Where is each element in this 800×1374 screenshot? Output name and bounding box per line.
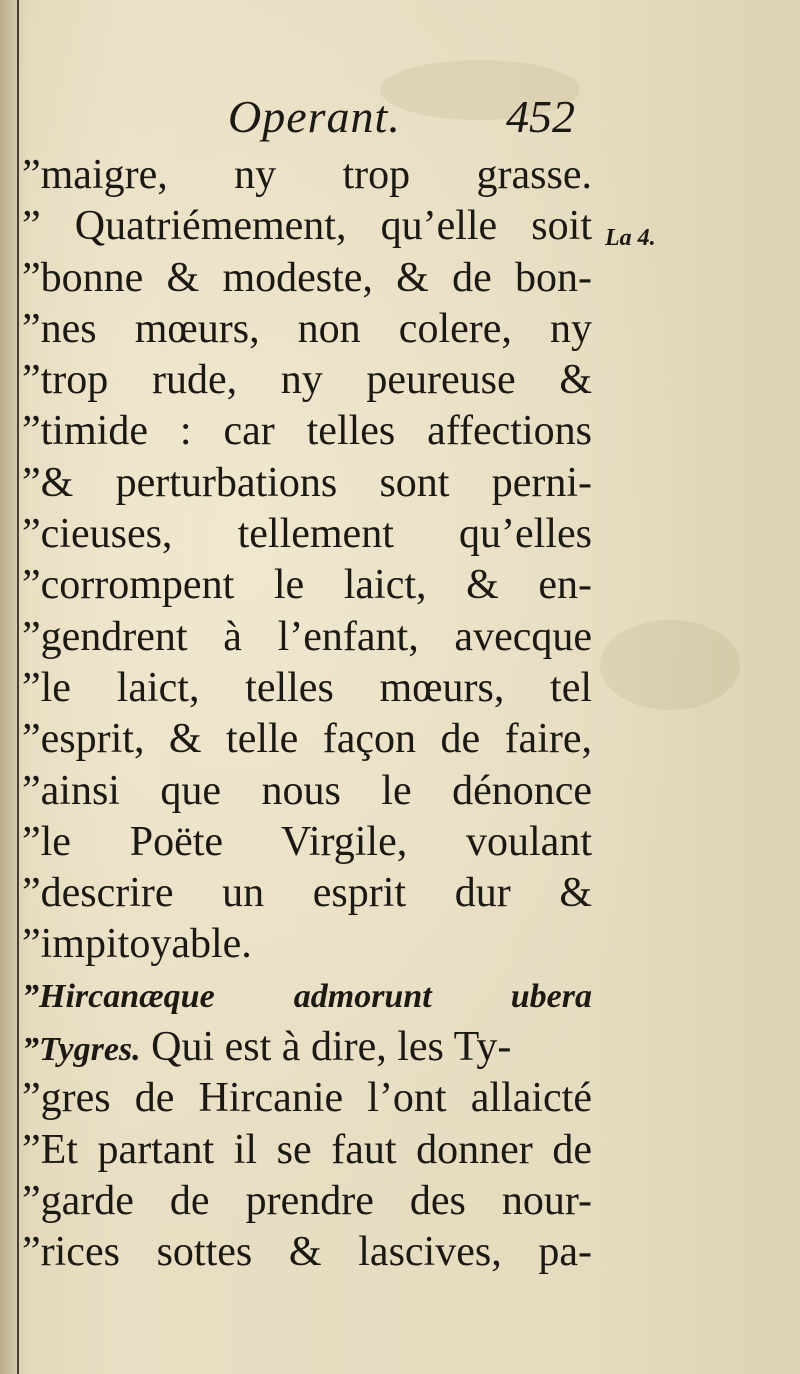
- binding-edge: [17, 0, 19, 1374]
- text-line: [22, 1022, 592, 1073]
- text-line: ” Quatriémement, qu’elle soit: [22, 203, 592, 250]
- paper-stain: [600, 620, 740, 710]
- running-head: Operant.: [228, 91, 401, 142]
- text-line: ”Et partant il se faut donner de: [22, 1126, 592, 1173]
- text-line: ”le Poëte Virgile, voulant: [22, 818, 592, 865]
- text-line: ”maigre, ny trop grasse.: [22, 152, 592, 198]
- text-line: ”esprit, & telle façon de faire,: [22, 716, 592, 763]
- text-line: ”corrompent le laict, & en-: [22, 562, 592, 609]
- text-line: ”bonne & modeste, & de bon-: [22, 254, 592, 301]
- text-line: ”gres de Hircanie l’ont allaicté: [22, 1075, 592, 1122]
- text-line: ”ainsi que nous le dénonce: [22, 767, 592, 814]
- margin-note: La 4.: [605, 225, 656, 251]
- verse-word: ”Tygres.: [22, 1031, 141, 1069]
- page-header: [0, 90, 800, 150]
- gutter-shadow: [0, 0, 17, 1374]
- verse-line: ”Hircanæque admorunt ubera: [22, 977, 592, 1015]
- text-line: ”trop rude, ny peureuse &: [22, 357, 592, 404]
- text-line: ”cieuses, tellement qu’elles: [22, 511, 592, 558]
- text-line: ”impitoyable.: [22, 921, 252, 968]
- text-line: ”garde de prendre des nour-: [22, 1177, 592, 1224]
- text-line: ”timide : car telles affections: [22, 408, 592, 455]
- text-line: ”le laict, telles mœurs, tel: [22, 664, 592, 711]
- text-line: ”gendrent à l’enfant, avecque: [22, 613, 592, 660]
- body-text: [22, 150, 592, 1279]
- text-line: ”nes mœurs, non colere, ny: [22, 305, 592, 352]
- text-fragment: Qui est à dire, les Ty-: [151, 1024, 512, 1071]
- text-line: ”descrire un esprit dur &: [22, 870, 592, 917]
- text-line: ”& perturbations sont perni-: [22, 459, 592, 506]
- text-line: ”rices sottes & lascives, pa-: [22, 1229, 592, 1276]
- page-number: 452: [506, 91, 575, 142]
